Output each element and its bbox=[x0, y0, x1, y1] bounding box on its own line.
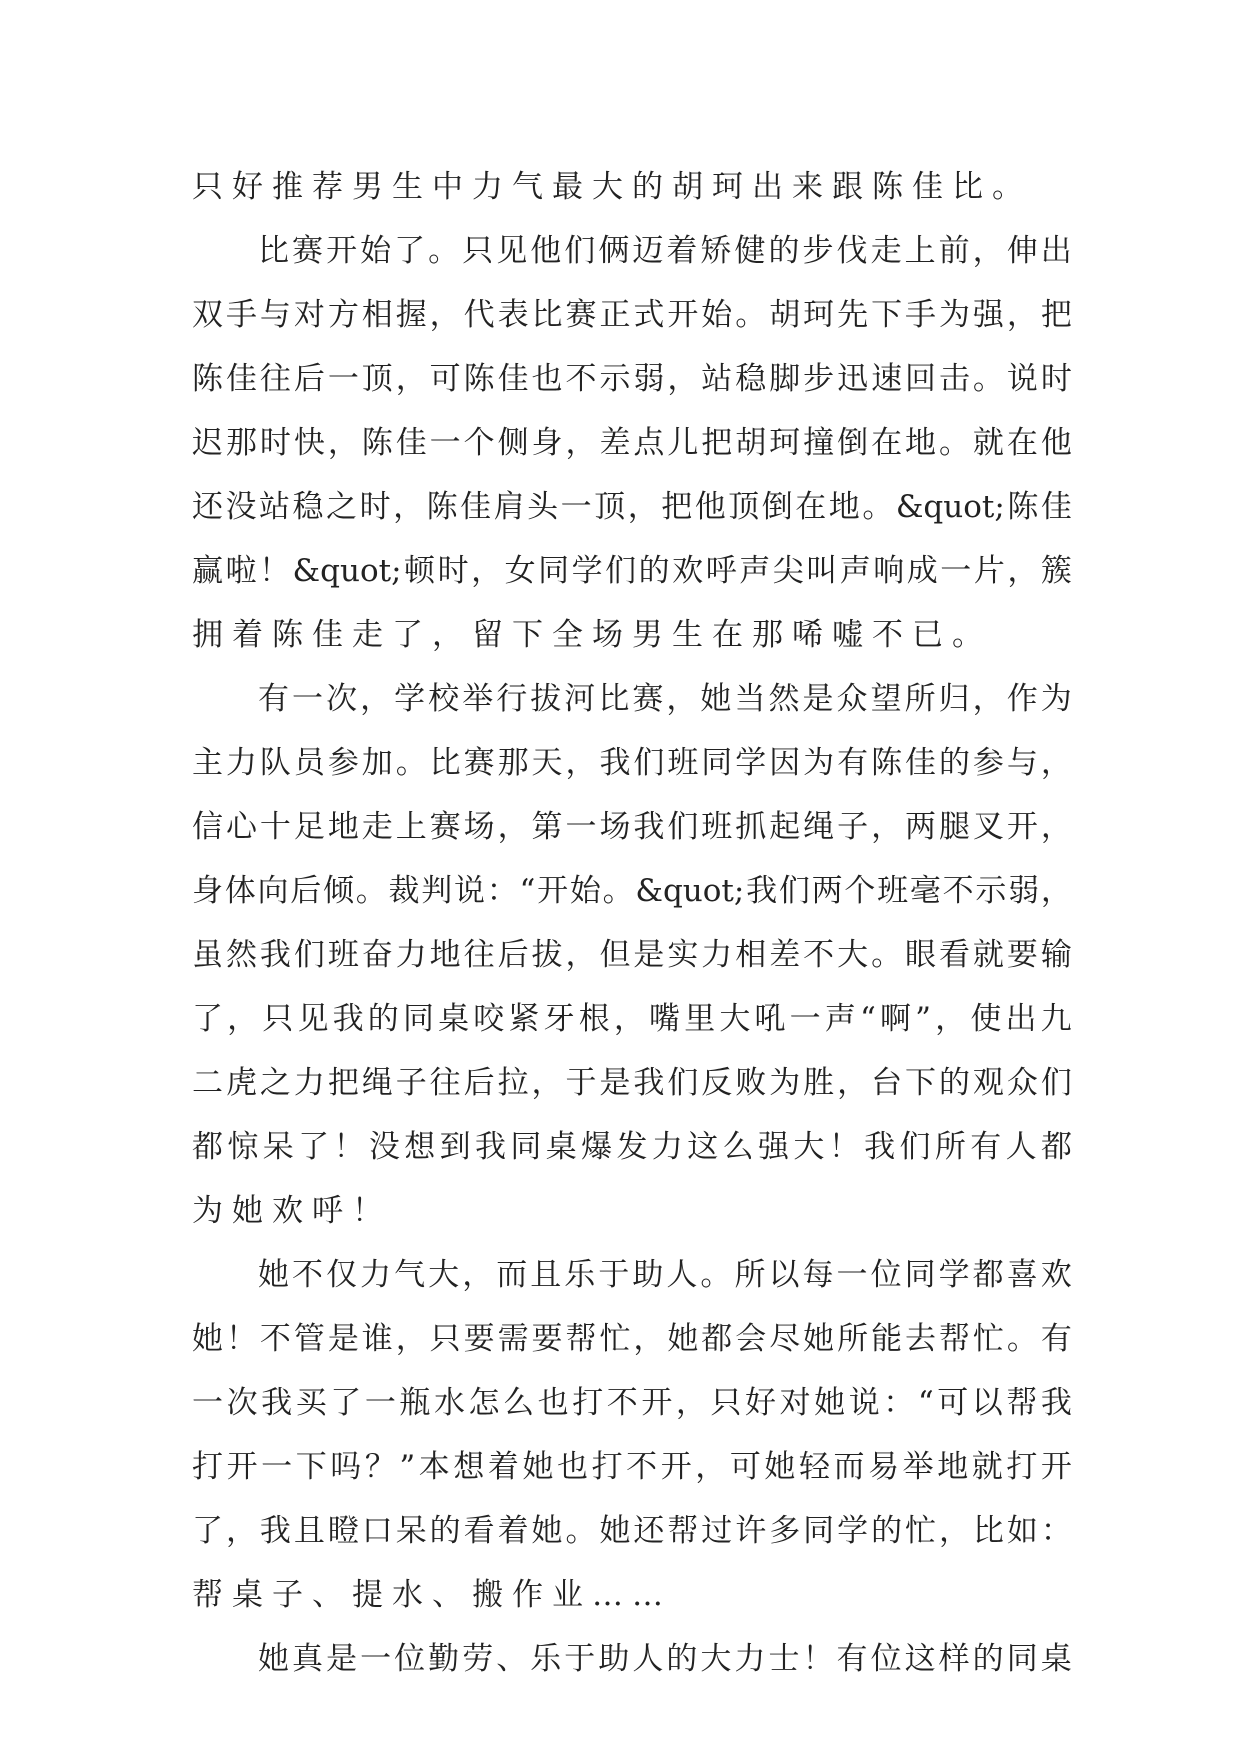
text-line: 主 力 队 员 参 加 。 比 赛 那 天 ， 我 们 班 同 学 因 为 有 陈 佳 的 参 与 ， bbox=[192, 745, 1072, 781]
text-line: 比 赛 开 始 了 。 只 见 他 们 俩 迈 着 矫 健 的 步 伐 走 上 前 ， 伸 出 bbox=[258, 233, 1072, 269]
text-line: 身 体 向 后 倾 。 裁 判 说 ： “ 开 始 。 &quot; 我 们 两 个 班 毫 不 示 弱 ， bbox=[192, 873, 1072, 909]
text-line: 信 心 十 足 地 走 上 赛 场 ， 第 一 场 我 们 班 抓 起 绳 子 ， 两 腿 叉 开 ， bbox=[192, 809, 1072, 845]
text-line: 为她欢呼！ bbox=[192, 1193, 392, 1229]
text-line: 拥着陈佳走了，留下全场男生在那唏嘘不已。 bbox=[192, 617, 992, 653]
text-line: 了 ， 只 见 我 的 同 桌 咬 紧 牙 根 ， 嘴 里 大 吼 一 声 “ 啊 ” ， 使 出 九 bbox=[192, 1001, 1072, 1037]
text-line: 虽 然 我 们 班 奋 力 地 往 后 拔 ， 但 是 实 力 相 差 不 大 。 眼 看 就 要 输 bbox=[192, 937, 1072, 973]
text-line: 都 惊 呆 了 ！ 没 想 到 我 同 桌 爆 发 力 这 么 强 大 ！ 我 们 所 有 人 都 bbox=[192, 1129, 1072, 1165]
text-line: 还 没 站 稳 之 时 ， 陈 佳 肩 头 一 顶 ， 把 他 顶 倒 在 地 。 &quot; 陈 佳 bbox=[192, 489, 1072, 525]
text-line: 迟 那 时 快 ， 陈 佳 一 个 侧 身 ， 差 点 儿 把 胡 珂 撞 倒 在 地 。 就 在 他 bbox=[192, 425, 1072, 461]
text-line: 帮桌子、提水、搬作业…… bbox=[192, 1577, 672, 1613]
text-line: 有 一 次 ， 学 校 举 行 拔 河 比 赛 ， 她 当 然 是 众 望 所 归 ， 作 为 bbox=[258, 681, 1072, 717]
text-line: 双 手 与 对 方 相 握 ， 代 表 比 赛 正 式 开 始 。 胡 珂 先 下 手 为 强 ， 把 bbox=[192, 297, 1072, 333]
text-line: 她 真 是 一 位 勤 劳 、 乐 于 助 人 的 大 力 士 ！ 有 位 这 样 的 同 桌 bbox=[258, 1641, 1072, 1677]
text-line: 陈 佳 往 后 一 顶 ， 可 陈 佳 也 不 示 弱 ， 站 稳 脚 步 迅 速 回 击 。 说 时 bbox=[192, 361, 1072, 397]
text-line: 了 ， 我 且 瞪 口 呆 的 看 着 她 。 她 还 帮 过 许 多 同 学 的 忙 ， 比 如 ： bbox=[192, 1513, 1072, 1549]
text-line: 二 虎 之 力 把 绳 子 往 后 拉 ， 于 是 我 们 反 败 为 胜 ， 台 下 的 观 众 们 bbox=[192, 1065, 1072, 1101]
text-line: 赢 啦 ！ &quot; 顿 时 ， 女 同 学 们 的 欢 呼 声 尖 叫 声 响 成 一 片 ， 簇 bbox=[192, 553, 1072, 589]
text-line: 她 不 仅 力 气 大 ， 而 且 乐 于 助 人 。 所 以 每 一 位 同 学 都 喜 欢 bbox=[258, 1257, 1072, 1293]
text-line: 一 次 我 买 了 一 瓶 水 怎 么 也 打 不 开 ， 只 好 对 她 说 ： “ 可 以 帮 我 bbox=[192, 1385, 1072, 1421]
text-line: 只好推荐男生中力气最大的胡珂出来跟陈佳比。 bbox=[192, 169, 1032, 205]
text-line: 打 开 一 下 吗 ？ ” 本 想 着 她 也 打 不 开 ， 可 她 轻 而 易 举 地 就 打 开 bbox=[192, 1449, 1072, 1485]
text-line: 她 ！ 不 管 是 谁 ， 只 要 需 要 帮 忙 ， 她 都 会 尽 她 所 能 去 帮 忙 。 有 bbox=[192, 1321, 1072, 1357]
body-text bbox=[192, 155, 1072, 1691]
